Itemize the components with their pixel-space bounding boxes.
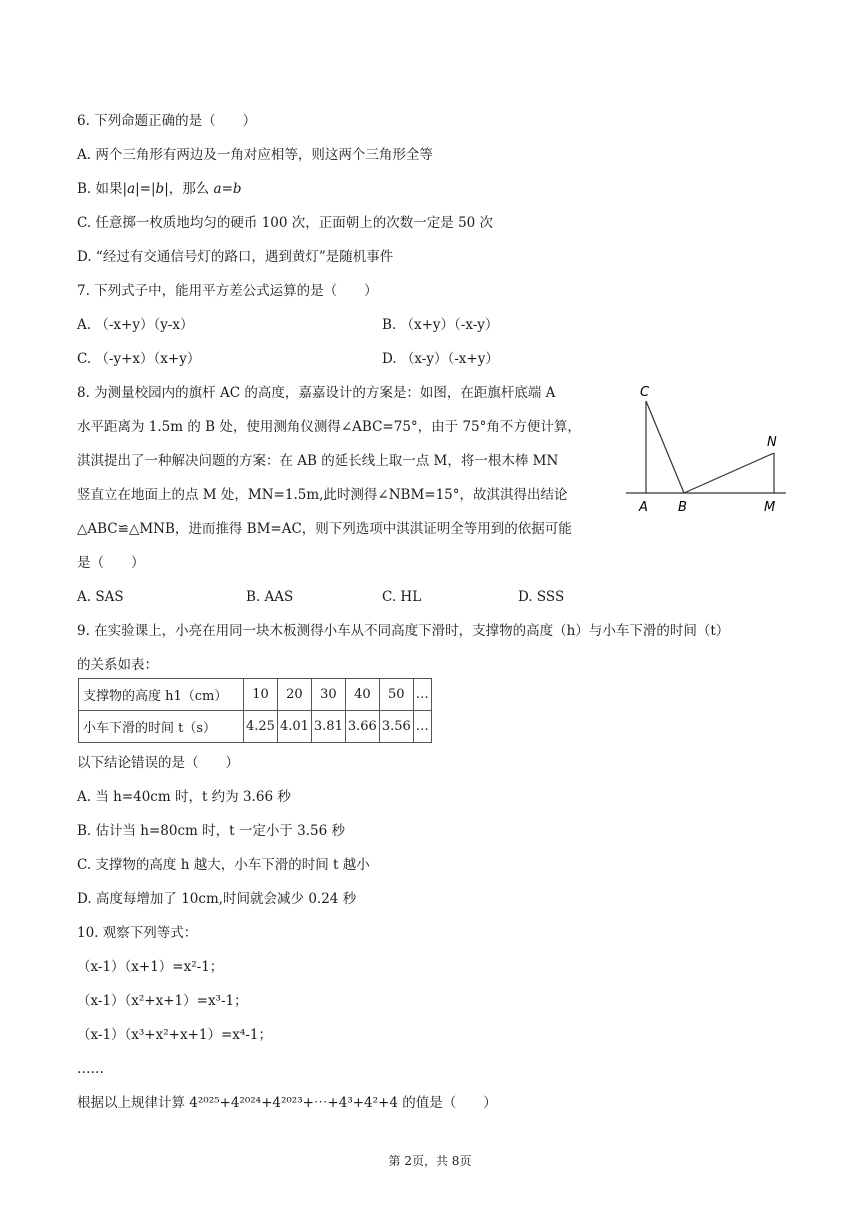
q10-ellipsis: …… [77,1061,104,1077]
q8-line-3: 淇淇提出了一种解决问题的方案：在 AB 的延长线上取一点 M，将一根木棒 MN [77,453,559,469]
table-cell: 3.81 [311,711,345,743]
table-cell: 40 [345,679,379,711]
page-number: 第 2页，共 8页 [388,1154,472,1168]
row-head-time: 小车下滑的时间 t（s） [79,711,244,743]
q10-ask: 根据以上规律计算 4²⁰²⁵+4²⁰²⁴+4²⁰²³+⋯+4³+4²+4 的值是（ ） [77,1095,497,1111]
label-n: N [767,435,777,450]
segment-bc [646,401,684,493]
q9-line-1: 9. 在实验课上，小亮在用同一块木板测得小车从不同高度下滑时，支撑物的高度（h）与小车下滑的时间（t） [77,623,730,639]
q7-option-c: C. （-y+x）（x+y） [77,351,201,367]
table-cell: 50 [379,679,413,711]
q8-option-b: B. AAS [246,589,294,605]
q9-data-table [78,678,432,743]
table-row [79,679,432,711]
q8-line-6: 是（ ） [77,555,145,571]
q8-geometry-figure [626,383,786,518]
table-cell: … [413,679,431,711]
q10-equation-2: （x-1）（x²+x+1）=x³-1； [77,993,248,1009]
table-cell: 10 [244,679,278,711]
table-cell: 30 [311,679,345,711]
label-b: B [678,500,687,515]
q10-stem: 10. 观察下列等式： [77,925,198,941]
row-head-height: 支撑物的高度 h1（cm） [79,679,244,711]
q6-stem: 6. 下列命题正确的是（ ） [77,113,257,129]
q6-option-c: C. 任意掷一枚质地均匀的硬币 100 次，正面朝上的次数一定是 50 次 [77,215,494,231]
table-row [79,711,432,743]
label-a: A [639,500,648,515]
q10-equation-1: （x-1）（x+1）=x²-1； [77,959,224,975]
q9-option-a: A. 当 h=40cm 时，t 约为 3.66 秒 [77,789,291,805]
q8-line-5: △ABC≌△MNB，进而推得 BM=AC，则下列选项中淇淇证明全等用到的依据可能 [77,521,572,537]
q9-line-2: 的关系如表： [77,657,158,673]
table-cell: 4.25 [244,711,278,743]
q8-line-4: 竖直立在地面上的点 M 处，MN=1.5m,此时测得∠NBM=15°，故淇淇得出结论 [77,487,568,503]
q8-line-1: 8. 为测量校园内的旗杆 AC 的高度，嘉嘉设计的方案是：如图，在距旗杆底端 A [77,385,556,401]
q7-option-d: D. （x-y）（-x+y） [382,351,499,367]
q9-option-b: B. 估计当 h=80cm 时，t 一定小于 3.56 秒 [77,823,345,839]
q6-option-d: D. “经过有交通信号灯的路口，遇到黄灯”是随机事件 [77,249,394,265]
table-cell: 20 [277,679,311,711]
label-c: C [640,385,650,400]
label-m: M [764,500,776,515]
table-cell: 3.66 [345,711,379,743]
q10-equation-3: （x-1）（x³+x²+x+1）=x⁴-1； [77,1027,272,1043]
q7-stem: 7. 下列式子中，能用平方差公式运算的是（ ） [77,283,378,299]
segment-bn [684,453,774,493]
table-cell: 3.56 [379,711,413,743]
table-cell: … [413,711,431,743]
q8-line-2: 水平距离为 1.5m 的 B 处，使用测角仪测得∠ABC=75°，由于 75°角不方便计算， [77,419,581,435]
q8-option-d: D. SSS [518,589,565,605]
q8-option-c: C. HL [382,589,422,605]
q9-option-c: C. 支撑物的高度 h 越大，小车下滑的时间 t 越小 [77,857,370,873]
q6-option-a: A. 两个三角形有两边及一角对应相等，则这两个三角形全等 [77,147,433,163]
q7-option-b: B. （x+y）（-x-y） [382,317,499,333]
q7-option-a: A. （-x+y）（y-x） [77,317,194,333]
q9-option-d: D. 高度每增加了 10cm,时间就会减少 0.24 秒 [77,891,357,907]
q8-option-a: A. SAS [77,589,124,605]
q9-ask: 以下结论错误的是（ ） [77,755,239,771]
q6-option-b: B. 如果|a|=|b|，那么 a=b [77,181,242,197]
table-cell: 4.01 [277,711,311,743]
